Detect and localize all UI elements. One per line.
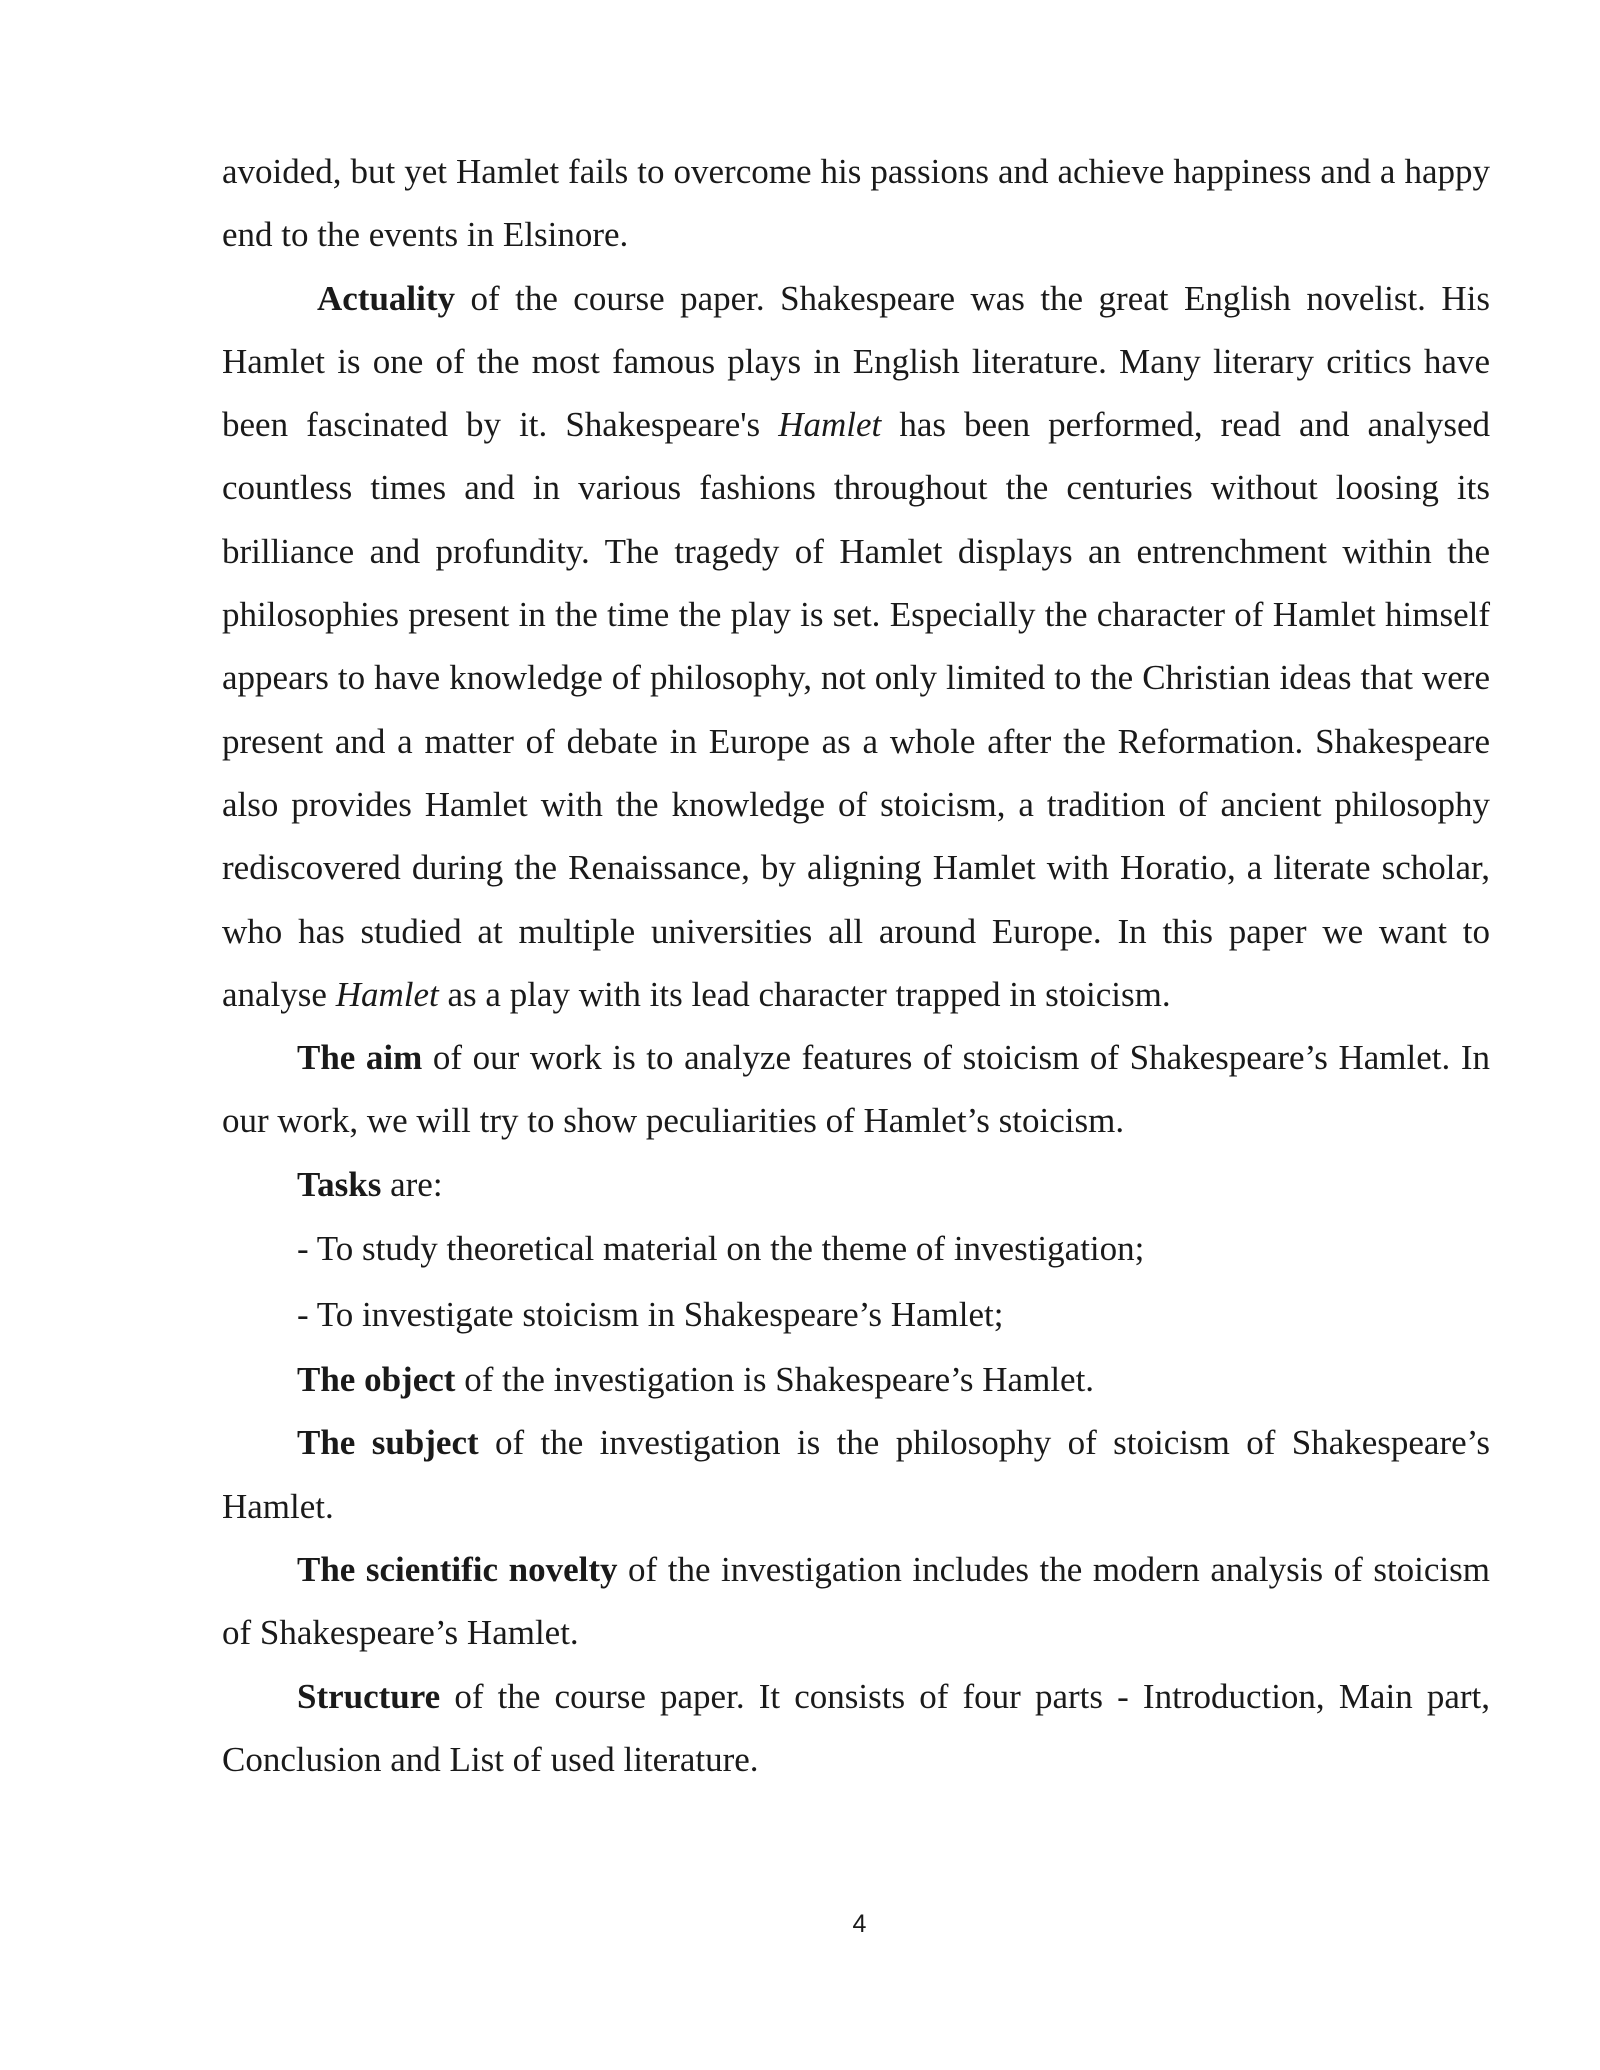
- task-item: - To investigate stoicism in Shakespeare’s Hamlet;: [297, 1295, 1004, 1335]
- paragraph-text: avoided, but yet Hamlet fails to overcome his passions and achieve happiness and a happy end to the events in Elsinore.: [222, 152, 1490, 255]
- paragraph-novelty: [222, 1538, 1490, 1665]
- paragraph-text: of the course paper. It consists of four parts - Introduction, Main part, Conclusion and List of used literature.: [222, 1676, 1490, 1779]
- paragraph-structure: [222, 1665, 1490, 1792]
- paragraph-text: of our work is to analyze features of stoicism of Shakespeare’s Hamlet. In our work, we will try to show peculiarities of Hamlet’s stoicism.: [222, 1038, 1490, 1141]
- paragraph-object: [222, 1348, 1490, 1411]
- paragraph-text: of the investigation is the philosophy of stoicism of Shakespeare’s Hamlet.: [222, 1423, 1491, 1526]
- paragraph-text: as a play with its lead character trapped in stoicism.: [438, 974, 1171, 1014]
- paragraph-text: of the investigation is Shakespeare’s Hamlet.: [455, 1360, 1095, 1400]
- aim-heading: The aim: [297, 1038, 423, 1078]
- play-title: Hamlet: [335, 974, 439, 1014]
- paragraph-text: of the investigation includes the modern analysis of stoicism of Shakespeare’s Hamlet.: [222, 1549, 1490, 1653]
- paragraph-text: of the course paper. Shakespeare was the great English novelist. His Hamlet is one of the most famous plays in English literature. Many literary critics have been fascinated by it. Shakespeare's: [222, 278, 1490, 445]
- paragraph-actuality: [222, 267, 1490, 1027]
- structure-heading: Structure: [297, 1676, 441, 1716]
- actuality-heading: Actuality: [317, 278, 456, 318]
- paragraph-subject: [222, 1411, 1490, 1538]
- paragraph-text: has been performed, read and analysed countless times and in various fashions throughout the centuries without loosing its brilliance and profundity. The tragedy of Hamlet displays an entrenchment within the philosophies present in the time the play is set. Especially the character of Hamlet himself appears to have knowledge of philosophy, not only limited to the Christian ideas that were present and a matter of debate in Europe as a whole after the Reformation. Shakespeare also provides Hamlet with the knowledge of stoicism, a tradition of ancient philosophy rediscovered during the Renaissance, by aligning Hamlet with Horatio, a literate scholar, who has studied at multiple universities all around Europe. In this paper we want to analyse: [222, 405, 1490, 1014]
- paragraph-text: are:: [381, 1164, 443, 1204]
- page-number: 4: [852, 1910, 867, 1938]
- paragraph-aim: [222, 1026, 1490, 1153]
- novelty-heading: The scientific novelty: [297, 1549, 618, 1589]
- object-heading: The object: [297, 1360, 456, 1400]
- document-page: [222, 140, 1490, 1791]
- tasks-heading: Tasks: [297, 1164, 382, 1204]
- paragraph-tasks: [222, 1153, 1490, 1216]
- task-item: - To study theoretical material on the theme of investigation;: [297, 1229, 1145, 1269]
- paragraph-conclusion-carryover: [222, 140, 1490, 267]
- subject-heading: The subject: [297, 1423, 479, 1463]
- play-title: Hamlet: [778, 405, 882, 445]
